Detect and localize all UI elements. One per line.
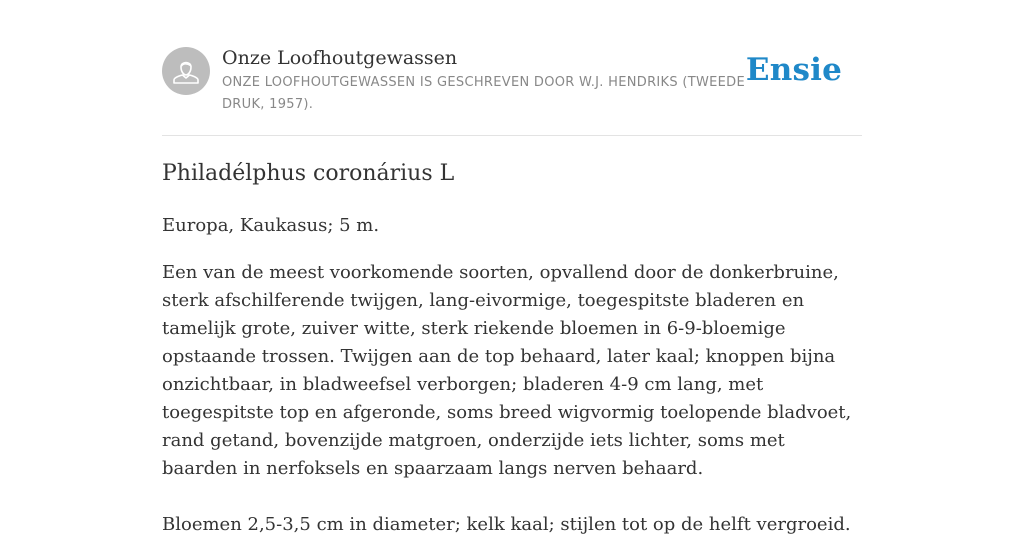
entry-paragraph: Een van de meest voorkomende soorten, opvallend door de donkerbruine, sterk afschilferende twijgen, lang-eivormige, toegespitste bladeren en tamelijk grote, zuiver witte, sterk riekende bloemen in 6-9-bloemige opstaande trossen. Twijgen aan de top behaard, later kaal; knoppen bijna onzichtbaar, in bladweefsel verborgen; bladeren 4-9 cm lang, met toegespitste top en afgeronde, soms breed wigvormig toelopende bladvoet, rand getand, bovenzijde matgroen, onderzijde iets lichter, soms met baarden in nerfoksels en spaarzaam langs nerven behaard. bbox=[162, 262, 852, 479]
entry-paragraph: Europa, Kaukasus; 5 m. bbox=[162, 215, 380, 236]
ensie-logo[interactable]: Ensie bbox=[745, 52, 842, 88]
header-divider bbox=[162, 135, 862, 136]
user-icon bbox=[162, 47, 210, 95]
entry-page bbox=[162, 0, 862, 535]
source-title[interactable]: Onze Loofhoutgewassen bbox=[222, 47, 458, 69]
entry-paragraph: Bloemen 2,5-3,5 cm in diameter; kelk kaal; stijlen tot op de helft vergroeid. bbox=[162, 514, 851, 535]
avatar[interactable] bbox=[162, 47, 210, 95]
source-header bbox=[162, 46, 862, 136]
entry-title: Philadélphus coronárius L bbox=[162, 161, 455, 186]
source-description: ONZE LOOFHOUTGEWASSEN IS GESCHREVEN DOOR W.J. HENDRIKS (TWEEDE DRUK, 1957). bbox=[222, 75, 745, 112]
entry-body bbox=[162, 212, 862, 539]
